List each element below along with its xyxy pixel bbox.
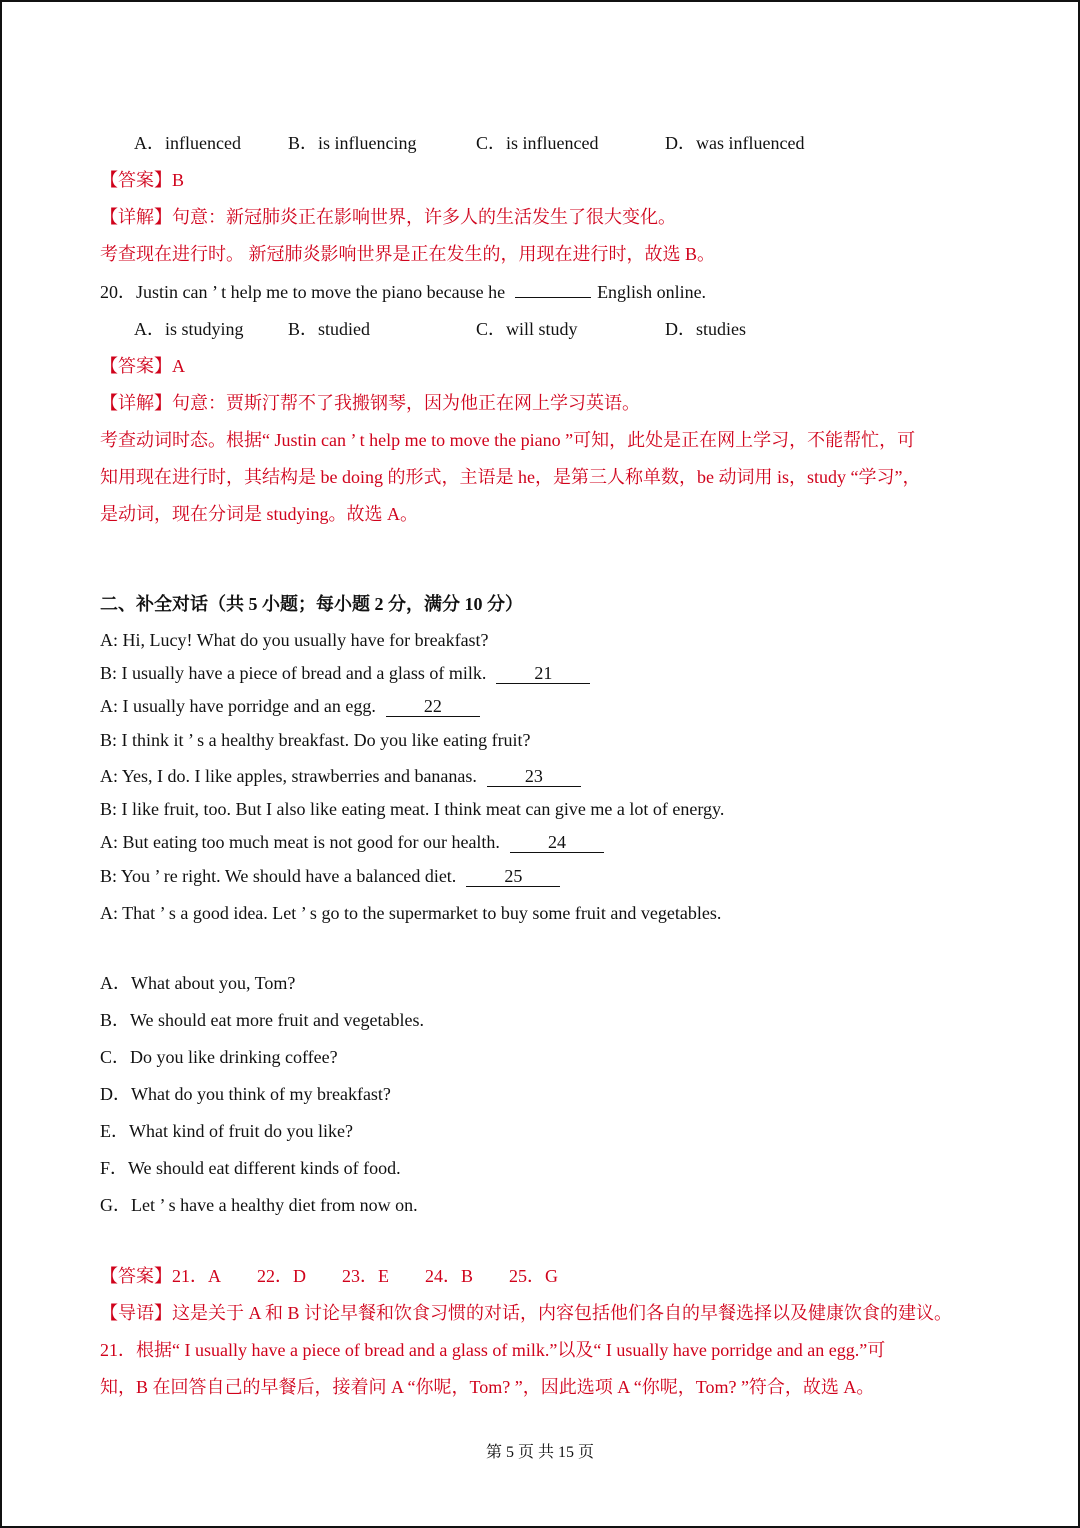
blank-21: 21 (496, 663, 590, 684)
dialogue-line-6 (100, 797, 724, 821)
q20-stem (100, 280, 706, 304)
explain-line-1: 21．根据“ I usually have a piece of bread and a glass of milk.”以及“ I usually have porridge and an egg.”可 (100, 1340, 886, 1360)
q19-option-d: D．was influenced (665, 133, 805, 153)
dialogue-text: A: Hi, Lucy! What do you usually have for breakfast? (100, 630, 489, 650)
dialogue-text: A: That ’ s a good idea. Let ’ s go to the supermarket to buy some fruit and vegetables. (100, 903, 722, 923)
choice-e: E．What kind of fruit do you like? (100, 1121, 353, 1141)
answer-tag: 【答案】 (100, 1266, 172, 1286)
answer-tag: 【答案】 (100, 170, 172, 190)
q20-option-a: A．is studying (134, 319, 244, 339)
q20-analysis-line-3: 是动词，现在分词是 studying。故选 A。 (100, 504, 419, 524)
choice-f: F．We should eat different kinds of food. (100, 1158, 401, 1178)
dialogue-text: A: I usually have porridge and an egg. (100, 696, 376, 716)
dialogue-text: B: I usually have a piece of bread and a glass of milk. (100, 663, 487, 683)
dialogue-text: B: You ’ re right. We should have a balanced diet. (100, 866, 457, 886)
page-footer: 第 5 页 共 15 页 (485, 1444, 594, 1461)
dialogue-line-8 (100, 864, 560, 888)
dialogue-line-7 (100, 830, 604, 854)
blank-24: 24 (510, 832, 604, 853)
explain-line-2: 知，B 在回答自己的早餐后，接着问 A “你呢，Tom? ”，因此选项 A “你呢，Tom? ”符合，故选 A。 (100, 1377, 875, 1397)
detail-tag: 【详解】 (100, 207, 172, 227)
q19-option-a: A．influenced (134, 133, 241, 153)
answer-21: 21．A (172, 1266, 221, 1286)
dialogue-text: B: I think it ’ s a healthy breakfast. Do you like eating fruit? (100, 730, 531, 750)
detail-tag: 【详解】 (100, 393, 172, 413)
choice-d: D．What do you think of my breakfast? (100, 1084, 391, 1104)
q19-analysis: 考查现在进行时。 新冠肺炎影响世界是正在发生的，用现在进行时，故选 B。 (100, 244, 716, 264)
q19-option-c: C．is influenced (476, 133, 599, 153)
guide-text: 这是关于 A 和 B 讨论早餐和饮食习惯的对话，内容包括他们各自的早餐选择以及健康饮食的建议。 (172, 1303, 953, 1323)
blank-25: 25 (466, 866, 560, 887)
blank-23: 23 (487, 766, 581, 787)
answer-tag: 【答案】 (100, 356, 172, 376)
answer-value: B (172, 170, 185, 190)
answer-23: 23．E (342, 1266, 389, 1286)
dialogue-line-1 (100, 628, 489, 652)
q20-detail (100, 391, 640, 415)
choice-a: A．What about you, Tom? (100, 973, 296, 993)
section2-answers (100, 1264, 558, 1288)
dialogue-line-5 (100, 764, 581, 788)
dialogue-line-3 (100, 694, 480, 718)
dialogue-text: B: I like fruit, too. But I also like eating meat. I think meat can give me a lot of energy. (100, 799, 725, 819)
guide-tag: 【导语】 (100, 1303, 172, 1323)
section2-guide (100, 1301, 952, 1325)
answer-24: 24．B (425, 1266, 474, 1286)
q20-blank (515, 297, 591, 298)
q19-option-b: B．is influencing (288, 133, 417, 153)
dialogue-text: A: But eating too much meat is not good for our health. (100, 832, 500, 852)
dialogue-text: A: Yes, I do. I like apples, strawberries and bananas. (100, 766, 477, 786)
dialogue-line-2 (100, 661, 590, 685)
answer-22: 22．D (257, 1266, 306, 1286)
q20-option-d: D．studies (665, 319, 746, 339)
choice-g: G．Let ’ s have a healthy diet from now on. (100, 1195, 418, 1215)
q19-answer (100, 168, 184, 192)
dialogue-line-9 (100, 901, 721, 925)
choice-b: B．We should eat more fruit and vegetables. (100, 1010, 424, 1030)
q20-option-b: B．studied (288, 319, 371, 339)
q20-analysis-line-2: 知用现在进行时，其结构是 be doing 的形式，主语是 he，是第三人称单数，be 动词用 is，study “学习”， (100, 467, 921, 487)
answer-value: A (172, 356, 185, 376)
q20-stem-before: 20．Justin can ’ t help me to move the piano because he (100, 282, 506, 302)
detail-text: 句意：新冠肺炎正在影响世界，许多人的生活发生了很大变化。 (172, 207, 676, 227)
q19-detail (100, 205, 676, 229)
blank-22: 22 (386, 696, 480, 717)
answer-25: 25．G (509, 1266, 559, 1286)
section-heading: 二、补全对话（共 5 小题；每小题 2 分，满分 10 分） (100, 594, 523, 614)
detail-text: 句意：贾斯汀帮不了我搬钢琴，因为他正在网上学习英语。 (172, 393, 640, 413)
q20-stem-after: English online. (597, 282, 707, 302)
dialogue-line-4 (100, 728, 531, 752)
q20-answer (100, 354, 185, 378)
q20-analysis-line-1: 考查动词时态。根据“ Justin can ’ t help me to move the piano ”可知，此处是正在网上学习，不能帮忙，可 (100, 430, 916, 450)
choice-c: C．Do you like drinking coffee? (100, 1047, 338, 1067)
q20-option-c: C．will study (476, 319, 578, 339)
